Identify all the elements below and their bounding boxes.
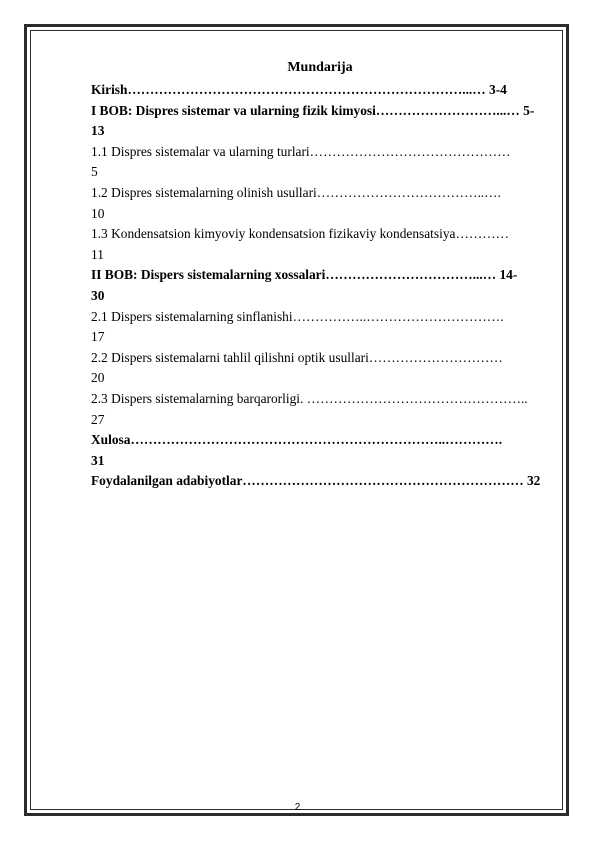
toc-entry-page: 14-: [496, 267, 518, 283]
toc-entry-page: 20: [91, 370, 105, 386]
toc-entry-leader: …………………………………………………………………...…: [127, 82, 486, 97]
toc-entry-page: 11: [91, 246, 104, 262]
toc-entry-label: I BOB: Dispres sistemar va ularning fizik kimyosi: [91, 102, 376, 118]
toc-entry-page-cont: 13: [91, 123, 105, 139]
toc-entry: [91, 183, 549, 224]
toc-entry: [91, 101, 549, 142]
toc-entry: [91, 348, 549, 389]
toc-entry: [91, 80, 549, 101]
toc-entry-page: 5-: [519, 102, 535, 118]
toc-entry: [91, 265, 549, 306]
toc-entry-page: 3-4: [485, 82, 507, 97]
toc-entry-page: 27: [91, 411, 105, 427]
toc-entry: [91, 389, 549, 430]
toc-entry-leader: …………: [455, 226, 510, 242]
toc-entry-leader: ………………………………………: [309, 143, 511, 159]
toc-entry-label: 1.1 Dispres sistemalar va ularning turlari: [91, 143, 310, 159]
toc-entry-label: Foydalanilgan adabiyotlar: [91, 473, 243, 489]
toc-entry: [91, 142, 549, 183]
toc-entry-leader: …………………………: [368, 349, 503, 365]
toc-entry: [91, 471, 549, 492]
toc-entry-label: 1.3 Kondensatsion kimyoviy kondensatsion fizikaviy kondensatsiya: [91, 226, 456, 242]
toc-entry-leader: ……………………………………………………………..………….: [130, 432, 503, 448]
toc-title: Mundarija: [287, 60, 353, 75]
toc-entry-leader: ………………………………..….: [316, 184, 501, 200]
toc-entry-label: 2.3 Dispers sistemalarning barqarorligi.: [91, 390, 307, 406]
toc-entry-leader: ………………………...…: [375, 102, 520, 118]
toc-entry-label: Kirish: [91, 82, 128, 97]
toc-entry: [91, 224, 549, 265]
toc-entry: [91, 307, 549, 348]
toc-entries: [91, 80, 549, 492]
toc-entry-page: 31: [91, 452, 105, 468]
toc-entry-label: 2.2 Dispers sistemalarni tahlil qilishni optik usullari: [91, 349, 369, 365]
toc-entry-page: 5: [91, 164, 98, 180]
toc-entry-label: 1.2 Dispres sistemalarning olinish usullari: [91, 184, 317, 200]
page-number: 2: [294, 802, 301, 813]
toc-entry-label: 2.1 Dispers sistemalarning sinflanishi: [91, 308, 293, 324]
toc-entry-leader: ………………………………………………………: [242, 473, 524, 489]
toc-entry-leader: ……………..………………………….: [292, 308, 504, 324]
toc-entry-label: Xulosa: [91, 432, 131, 448]
toc-entry-leader: ……………………………...…: [325, 267, 497, 283]
toc-entry-page: 32: [523, 473, 541, 489]
toc-entry-leader: …………………………………………..: [306, 390, 528, 406]
table-of-contents: [91, 56, 549, 492]
toc-entry-label: II BOB: Dispers sistemalarning xossalari: [91, 267, 326, 283]
toc-entry: [91, 430, 549, 471]
toc-entry-page-cont: 30: [91, 287, 105, 303]
toc-entry-page: 10: [91, 205, 105, 221]
toc-entry-page: 17: [91, 329, 105, 345]
